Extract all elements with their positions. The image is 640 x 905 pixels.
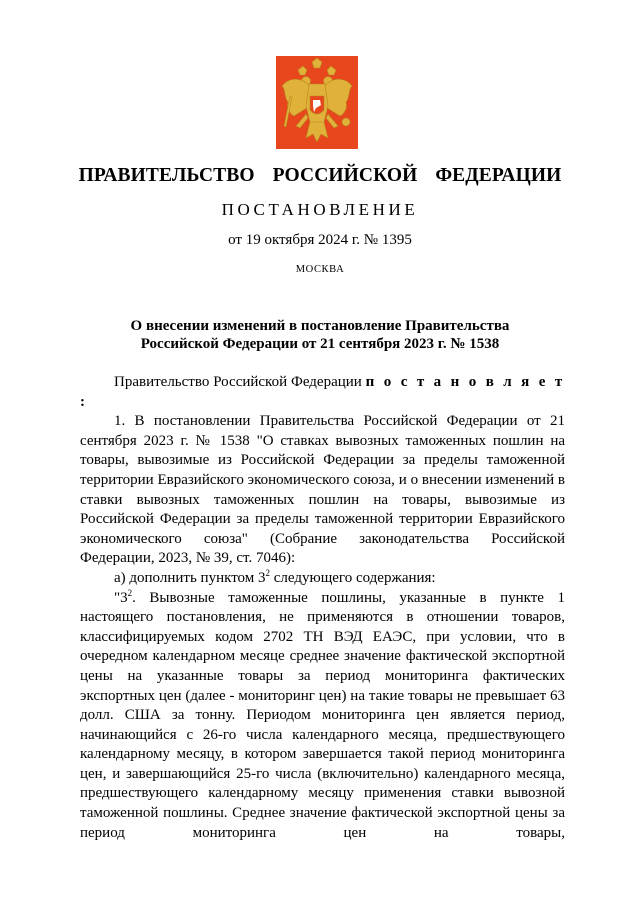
subitem-a-superscript: 2 <box>265 567 271 578</box>
issuing-authority: ПРАВИТЕЛЬСТВО РОССИЙСКОЙ ФЕДЕРАЦИИ <box>78 165 562 186</box>
quoted-clause-paragraph <box>80 589 565 844</box>
quote-text: . Вывозные таможенные пошлины, указанные в пункте 1 настоящего постановления, не применяются в отношении товаров, классифицируемых кодом 2702 ТН ВЭД ЕАЭС, при условии, что в очередном календарном месяце среднее значение фактической экспортной цены на указанные товары за период мониторинга фактических экспортных цен (далее - мониторинг цен) на такие товары не превышает 63 долл. США за тонну. Периодом мониторинга цен является период, начинающийся с 26-го числа календарного месяца, предшествующего календарному месяцу, в котором завершается такой период мониторинга цен, и завершающийся 25-го числа (включительно) календарного месяца, предшествующего календарному месяцу применения ставки вывозной таможенной пошлины. Среднее значение фактической экспортной цены за период мониторинга цен на товары, <box>80 589 565 841</box>
subitem-a-prefix: а) дополнить пунктом 3 <box>114 569 266 586</box>
document-city: МОСКВА <box>295 264 345 275</box>
document-type: ПОСТАНОВЛЕНИЕ <box>221 200 419 219</box>
item-1-paragraph: 1. В постановлении Правительства Российской Федерации от 21 сентября 2023 г. № 1538 "О ставках вывозных таможенных пошлин на товары, вывозимые из Российской Федерации за пределы таможенной территории Евразийского экономического союза, и о внесении изменений в ставки вывозных таможенных пошлин на товары, вывозимые из Российской Федерации за пределы таможенной территории Евразийского экономического союза" (Собрание законодательства Российской Федерации, 2023, № 39, ст. 7046): <box>80 413 565 567</box>
subitem-a-paragraph <box>80 569 565 589</box>
title-line-2: Российской Федерации от 21 сентября 2023 г. № 1538 <box>140 336 500 352</box>
title-line-1: О внесении изменений в постановление Правительства <box>130 318 510 334</box>
intro-keyword: п о с т а н о в л я е т : <box>80 374 565 410</box>
document-body <box>80 373 565 843</box>
subitem-a-suffix: следующего содержания: <box>270 569 436 586</box>
quote-superscript: 2 <box>127 587 133 598</box>
document-title <box>80 317 560 353</box>
intro-text: Правительство Российской Федерации <box>114 374 366 390</box>
document-date-number: от 19 октября 2024 г. № 1395 <box>228 232 412 248</box>
coat-of-arms-icon <box>276 56 358 149</box>
quote-prefix: "3 <box>114 589 128 606</box>
intro-paragraph <box>80 373 565 412</box>
